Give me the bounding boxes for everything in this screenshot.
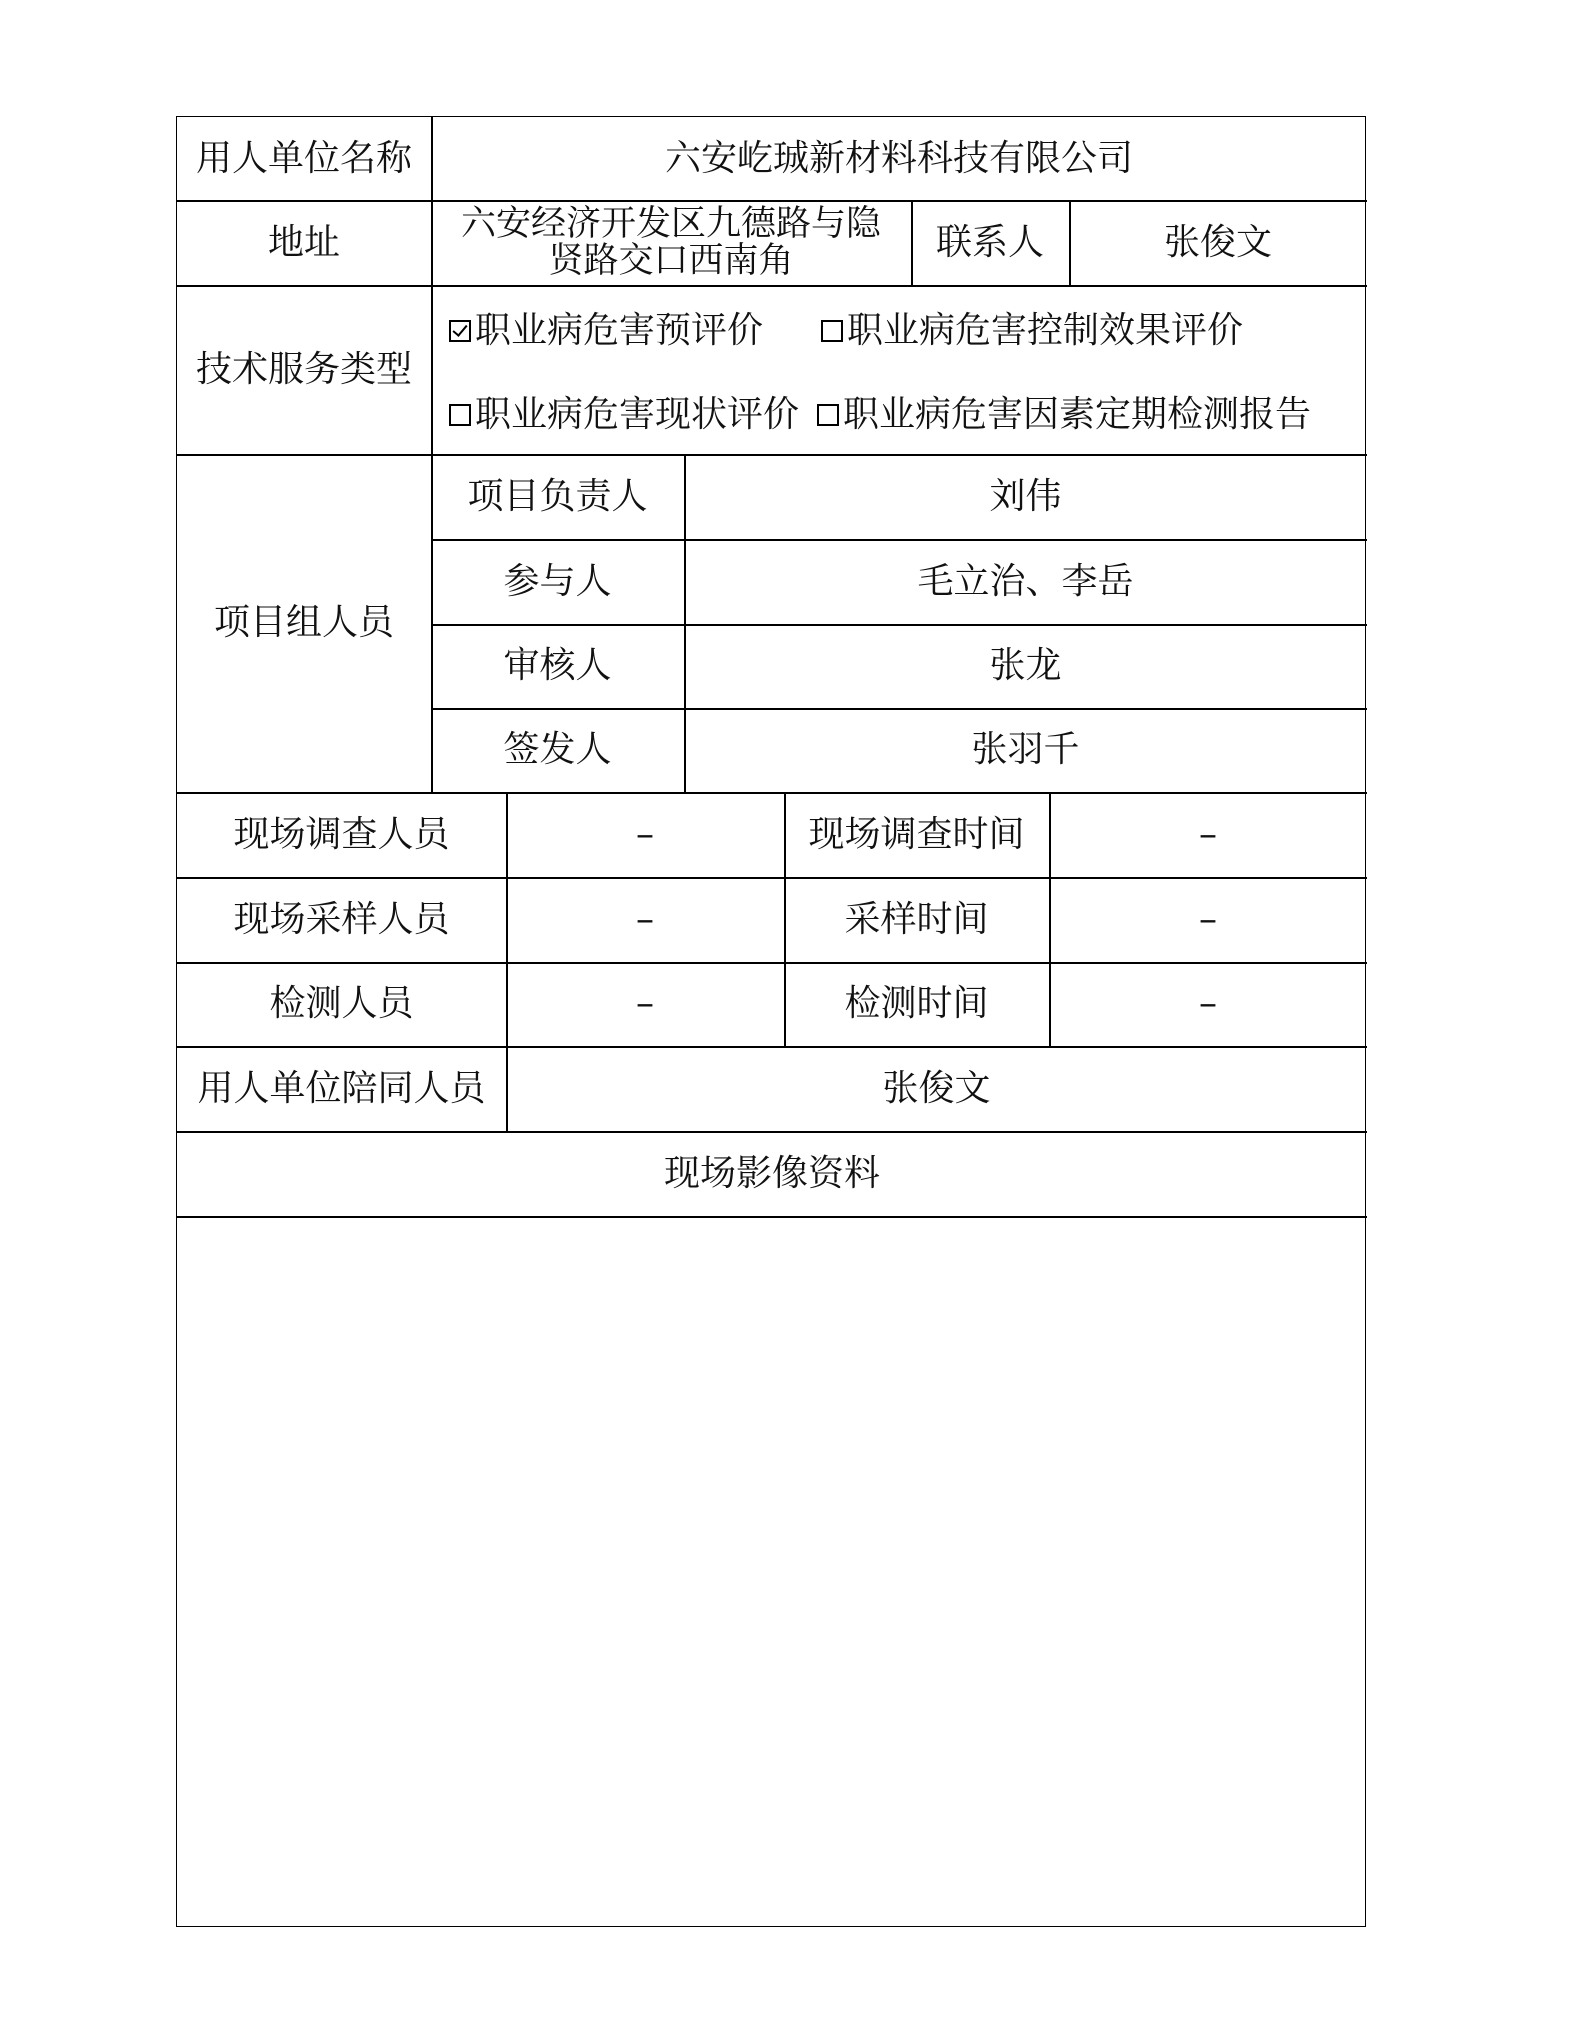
field-value: –: [636, 813, 654, 855]
team-role: 签发人: [503, 729, 612, 770]
field-time-value: –: [1199, 898, 1217, 940]
team-role: 项目负责人: [467, 475, 648, 517]
service-type-label: 技术服务类型: [195, 348, 412, 390]
address-label: 地址: [267, 221, 340, 263]
field-label: 现场调查人员: [233, 813, 450, 855]
address-value: [431, 200, 911, 285]
checkbox-icon[interactable]: [817, 404, 839, 426]
team-name: 毛立治、李岳: [917, 560, 1134, 602]
field-value: –: [636, 898, 654, 940]
service-option-label: 职业病危害预评价: [475, 310, 764, 351]
service-option-status-evaluation[interactable]: [449, 395, 799, 435]
team-name: 张羽千: [971, 729, 1080, 770]
checked-checkbox-icon[interactable]: [449, 320, 471, 342]
address-line-1: 六安经济开发区九德路与隐: [460, 203, 881, 244]
checkbox-icon[interactable]: [449, 404, 471, 426]
field-label: 检测人员: [269, 983, 414, 1024]
team-role: 审核人: [503, 645, 612, 686]
team-label: 项目组人员: [213, 602, 394, 643]
escort-value: 张俊文: [882, 1067, 991, 1109]
record-table: [176, 116, 1366, 1927]
escort-label: 用人单位陪同人员: [197, 1067, 486, 1109]
contact-value: 张俊文: [1163, 221, 1272, 263]
service-option-label: 职业病危害控制效果评价: [847, 310, 1244, 351]
field-time-label: 采样时间: [844, 898, 989, 940]
contact-label: 联系人: [935, 221, 1044, 263]
field-time-label: 现场调查时间: [808, 813, 1025, 855]
media-title: 现场影像资料: [663, 1152, 880, 1194]
checkbox-icon[interactable]: [821, 320, 843, 342]
address-line-2: 贤路交口西南角: [548, 240, 794, 281]
service-option-label: 职业病危害因素定期检测报告: [843, 394, 1312, 435]
service-option-control-effect[interactable]: [821, 311, 1243, 351]
service-option-pre-evaluation[interactable]: [449, 311, 763, 351]
unit-name-value: 六安屹珹新材料科技有限公司: [664, 137, 1133, 179]
field-time-value: –: [1199, 813, 1217, 855]
service-option-label: 职业病危害现状评价: [475, 394, 800, 435]
field-label: 现场采样人员: [233, 898, 450, 940]
team-name: 刘伟: [989, 475, 1062, 517]
team-name: 张龙: [989, 645, 1062, 686]
service-option-periodic-detection[interactable]: [817, 395, 1311, 435]
field-time-value: –: [1199, 983, 1217, 1024]
field-value: –: [636, 983, 654, 1024]
field-time-label: 检测时间: [844, 983, 989, 1024]
media-area: [177, 1217, 1365, 1926]
unit-name-label: 用人单位名称: [195, 137, 412, 179]
team-role: 参与人: [503, 560, 612, 602]
